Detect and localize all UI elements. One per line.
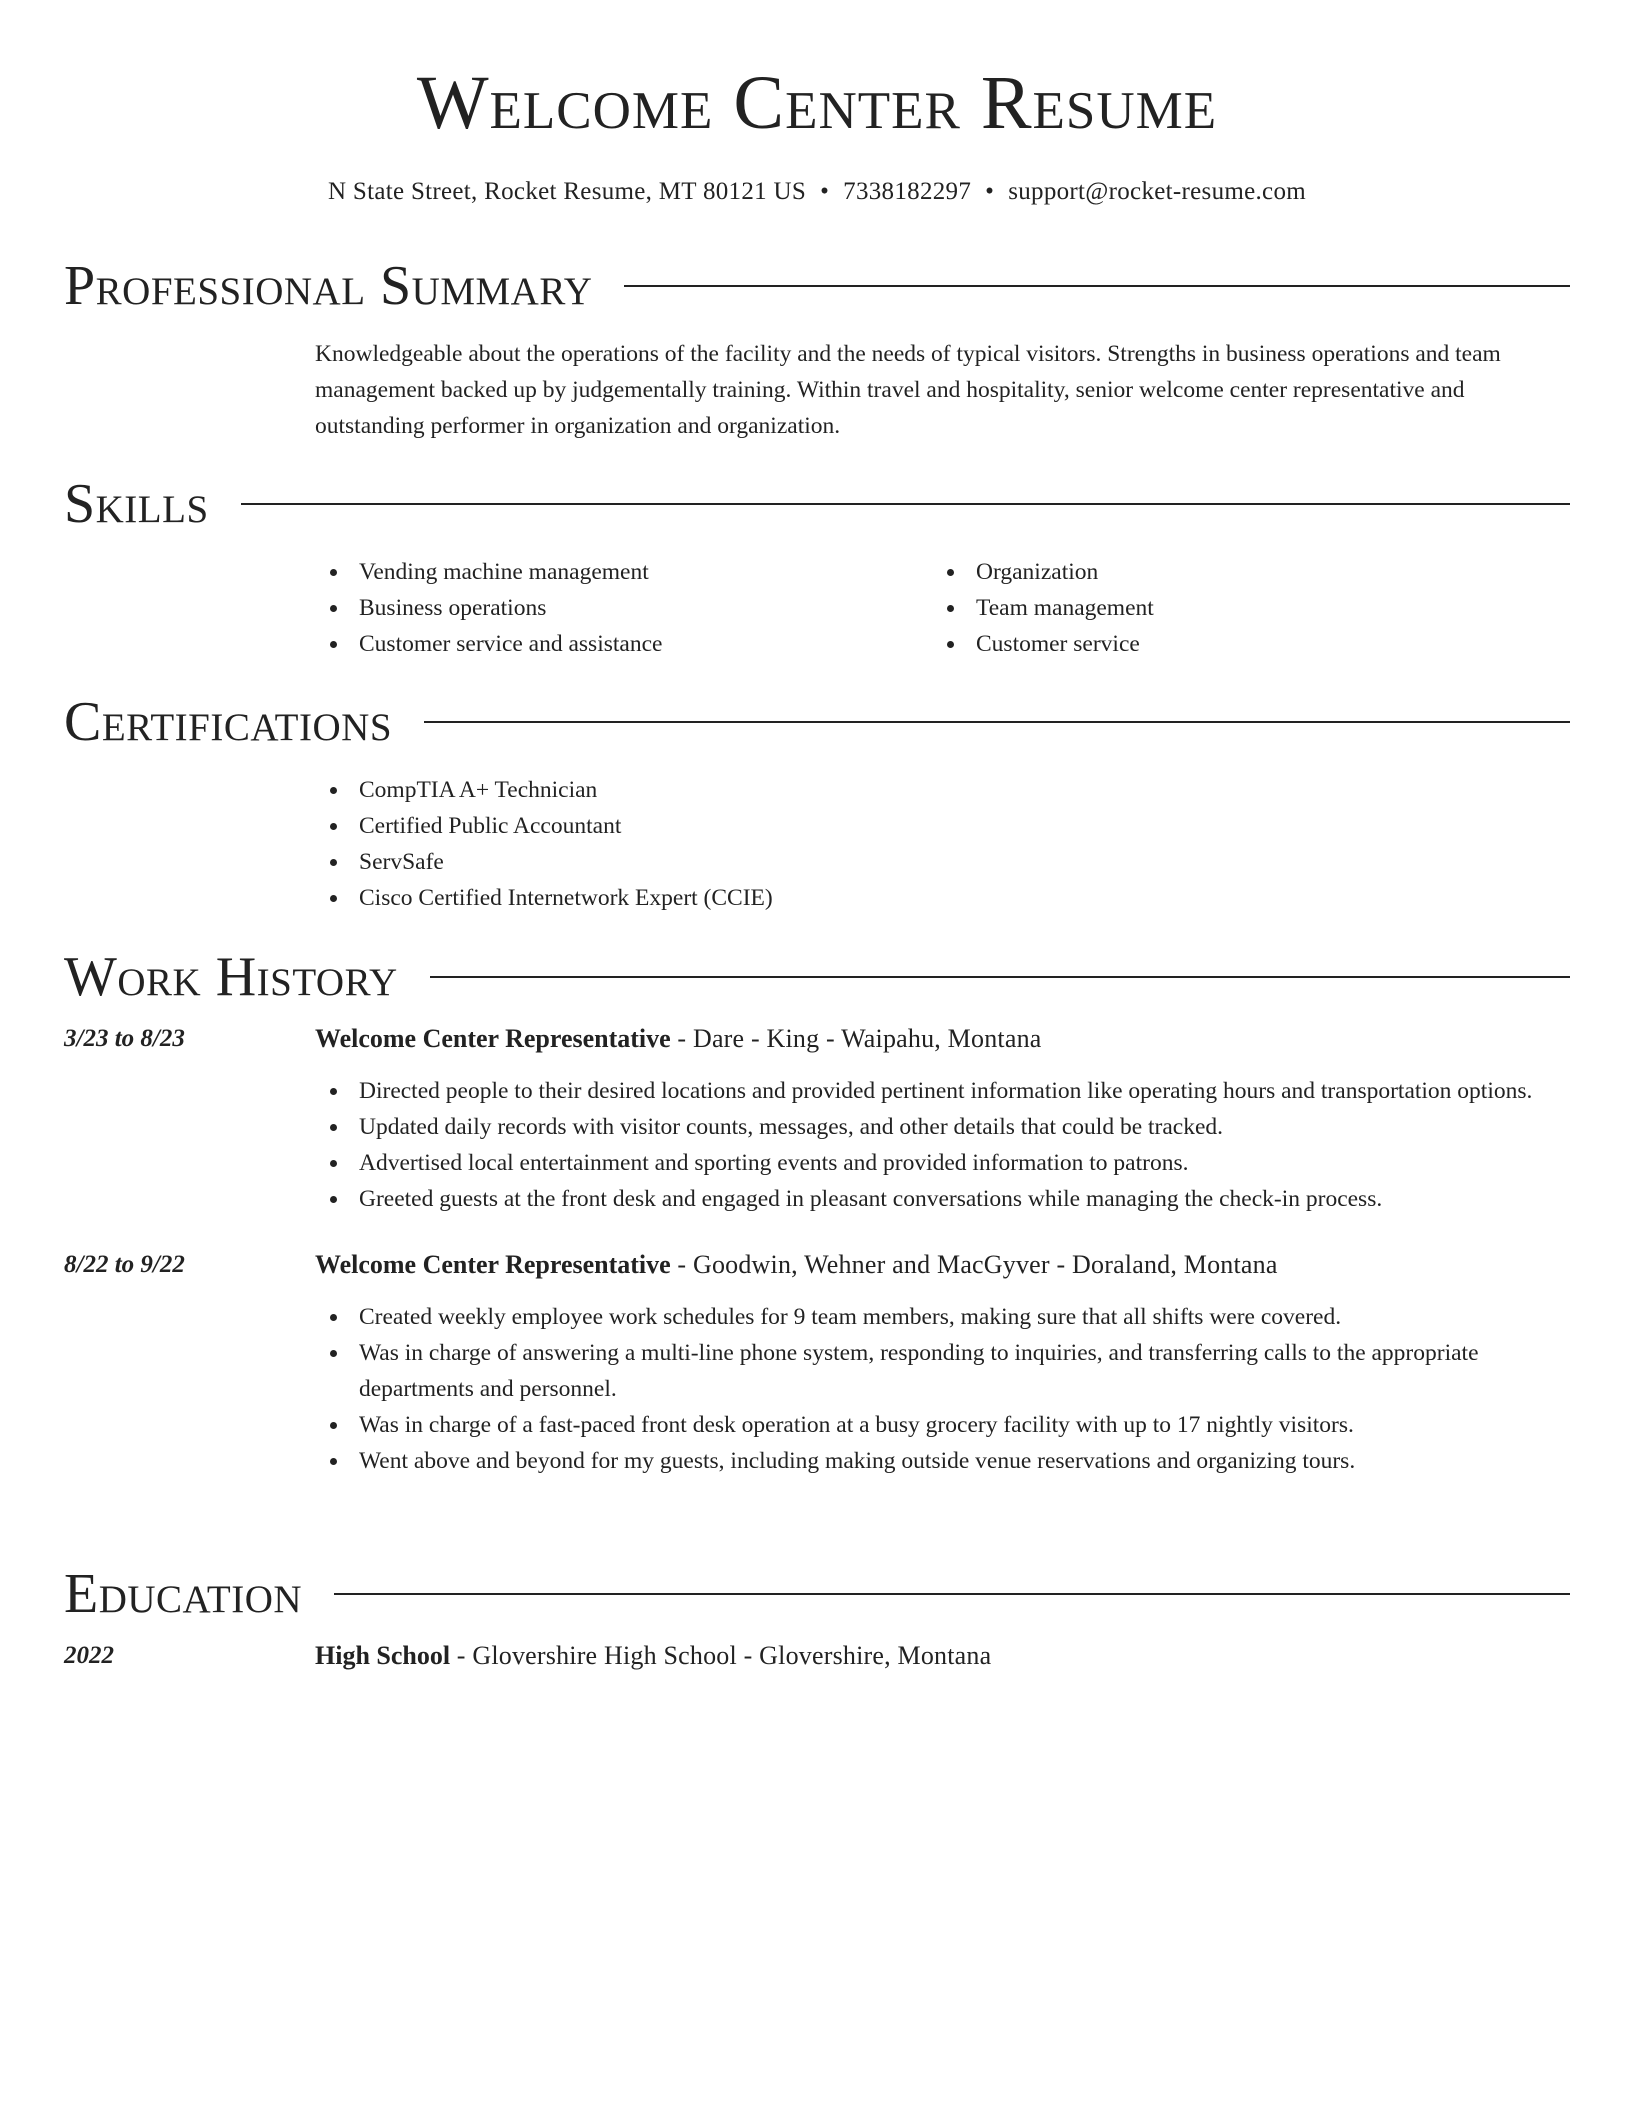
job-duty: Greeted guests at the front desk and engaged in pleasant conversations while managing the check-in process. <box>315 1181 1570 1217</box>
education-heading-line <box>315 1638 1570 1674</box>
job-employer: - Goodwin, Wehner and MacGyver - Doraland, Montana <box>670 1250 1278 1279</box>
job-heading <box>315 1247 1570 1283</box>
skills-section <box>64 472 1570 662</box>
contact-address: N State Street, Rocket Resume, MT 80121 US <box>328 178 807 205</box>
resume-page <box>64 0 1570 2112</box>
certification-item: Certified Public Accountant <box>315 808 1570 844</box>
section-divider <box>334 1593 1570 1595</box>
summary-section <box>64 254 1570 444</box>
resume-name: Welcome Center Resume <box>416 61 1218 145</box>
job-duties <box>315 1299 1570 1479</box>
job-duty: Updated daily records with visitor counts, messages, and other details that could be tracked. <box>315 1109 1570 1145</box>
skills-heading: Skills <box>64 473 209 535</box>
education-heading: Education <box>64 1563 303 1625</box>
summary-text: Knowledgeable about the operations of the facility and the needs of typical visitors. Strengths in business operations and team management backed up by judgementally training. Within travel and hospitality, senior welcome center representative and outstanding performer in organization and organization. <box>315 341 1501 439</box>
job-entry <box>64 1021 1570 1217</box>
section-divider <box>424 721 1570 723</box>
job-dates: 3/23 to 8/23 <box>64 1025 185 1052</box>
section-divider <box>241 503 1570 505</box>
job-duties <box>315 1073 1570 1217</box>
job-entry <box>64 1247 1570 1479</box>
contact-line <box>64 176 1570 208</box>
contact-separator: • <box>820 178 830 205</box>
skill-item: Vending machine management <box>315 554 932 590</box>
job-dates: 8/22 to 9/22 <box>64 1251 185 1278</box>
skill-item: Customer service <box>932 626 1549 662</box>
job-duty: Was in charge of a fast-paced front desk operation at a busy grocery facility with up to 17 nightly visitors. <box>315 1407 1570 1443</box>
education-degree: High School <box>315 1641 451 1670</box>
job-duty: Was in charge of answering a multi-line phone system, responding to inquiries, and transferring calls to the appropriate departments and personnel. <box>315 1335 1570 1407</box>
section-divider <box>624 285 1570 287</box>
certifications-section <box>64 690 1570 916</box>
section-divider <box>430 976 1570 978</box>
job-employer: - Dare - King - Waipahu, Montana <box>670 1024 1042 1053</box>
education-school: - Glovershire High School - Glovershire, Montana <box>450 1641 992 1670</box>
certification-item: CompTIA A+ Technician <box>315 772 1570 808</box>
education-section <box>64 1562 1570 1674</box>
skill-item: Team management <box>932 590 1549 626</box>
work-history-section <box>64 945 1570 1479</box>
job-title: Welcome Center Representative <box>315 1250 671 1279</box>
job-duty: Went above and beyond for my guests, including making outside venue reservations and organizing tours. <box>315 1443 1570 1479</box>
job-title: Welcome Center Representative <box>315 1024 671 1053</box>
education-year: 2022 <box>64 1642 114 1669</box>
skills-column-left <box>315 554 932 662</box>
education-entry <box>64 1638 1570 1674</box>
skills-column-right <box>932 554 1549 662</box>
contact-separator: • <box>985 178 995 205</box>
job-heading <box>315 1021 1570 1057</box>
certification-item: Cisco Certified Internetwork Expert (CCIE) <box>315 880 1570 916</box>
job-duty: Directed people to their desired locations and provided pertinent information like operating hours and transportation options. <box>315 1073 1570 1109</box>
work-history-heading: Work History <box>64 946 398 1008</box>
contact-email: support@rocket-resume.com <box>1008 178 1306 205</box>
skill-item: Organization <box>932 554 1549 590</box>
certifications-heading: Certifications <box>64 691 393 753</box>
skill-item: Business operations <box>315 590 932 626</box>
skills-list <box>315 554 1570 662</box>
summary-heading: Professional Summary <box>64 255 593 317</box>
job-duty: Created weekly employee work schedules for 9 team members, making sure that all shifts were covered. <box>315 1299 1570 1335</box>
certifications-list <box>315 772 1570 916</box>
contact-phone: 7338182297 <box>843 178 972 205</box>
job-duty: Advertised local entertainment and sporting events and provided information to patrons. <box>315 1145 1570 1181</box>
skill-item: Customer service and assistance <box>315 626 932 662</box>
certification-item: ServSafe <box>315 844 1570 880</box>
